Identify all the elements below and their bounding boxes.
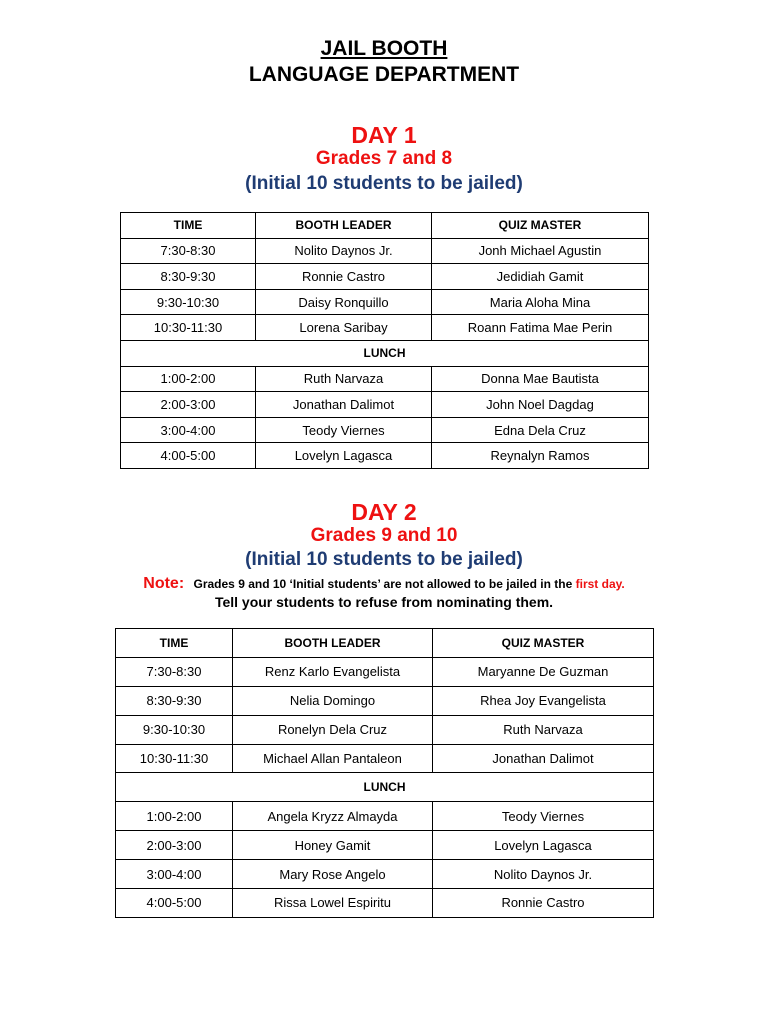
table-row [121,392,649,418]
day2-initial-note: (Initial 10 students to be jailed) [245,549,523,570]
table-row [121,315,649,341]
quiz-master-cell: Rhea Joy Evangelista [433,686,654,715]
column-header-quiz-master: QUIZ MASTER [432,213,649,239]
time-cell: 9:30-10:30 [116,715,233,744]
booth-leader-cell: Daisy Ronquillo [256,289,432,315]
time-cell: 4:00-5:00 [116,889,233,918]
quiz-master-cell: Roann Fatima Mae Perin [432,315,649,341]
table-row [116,686,654,715]
quiz-master-cell: Edna Dela Cruz [432,417,649,443]
table-row [121,417,649,443]
table-row [121,443,649,469]
booth-leader-cell: Lorena Saribay [256,315,432,341]
day1-grades: Grades 7 and 8 [315,148,453,169]
table-row [116,889,654,918]
quiz-master-cell: Nolito Daynos Jr. [433,860,654,889]
note-highlight: first day. [575,577,625,591]
table-row [116,831,654,860]
quiz-master-cell: Reynalyn Ramos [432,443,649,469]
note-text: Grades 9 and 10 ‘Initial students’ are not allowed to be jailed in the [193,577,573,591]
quiz-master-cell: Jedidiah Gamit [432,264,649,290]
time-cell: 3:00-4:00 [121,417,256,443]
table-row [121,366,649,392]
lunch-cell: LUNCH [121,340,649,366]
time-cell: 1:00-2:00 [116,802,233,831]
quiz-master-cell: Ronnie Castro [433,889,654,918]
column-header-booth-leader: BOOTH LEADER [256,213,432,239]
time-cell: 7:30-8:30 [116,657,233,686]
day1-initial-note: (Initial 10 students to be jailed) [245,173,523,194]
table-row [116,860,654,889]
time-cell: 2:00-3:00 [116,831,233,860]
time-cell: 8:30-9:30 [116,686,233,715]
day2-note [0,575,768,593]
quiz-master-cell: Donna Mae Bautista [432,366,649,392]
quiz-master-cell: Teody Viernes [433,802,654,831]
time-cell: 10:30-11:30 [121,315,256,341]
column-header-booth-leader: BOOTH LEADER [233,629,433,658]
time-cell: 10:30-11:30 [116,744,233,773]
time-cell: 3:00-4:00 [116,860,233,889]
booth-leader-cell: Mary Rose Angelo [233,860,433,889]
time-cell: 7:30-8:30 [121,238,256,264]
booth-leader-cell: Jonathan Dalimot [256,392,432,418]
day2-schedule-table [115,628,654,918]
table-row [116,744,654,773]
quiz-master-cell: Maria Aloha Mina [432,289,649,315]
department-title: LANGUAGE DEPARTMENT [248,63,520,86]
booth-leader-cell: Michael Allan Pantaleon [233,744,433,773]
column-header-quiz-master: QUIZ MASTER [433,629,654,658]
booth-leader-cell: Ruth Narvaza [256,366,432,392]
page-title: JAIL BOOTH [320,37,448,60]
booth-leader-cell: Renz Karlo Evangelista [233,657,433,686]
lunch-cell: LUNCH [116,773,654,802]
column-header-time: TIME [116,629,233,658]
table-header-row [121,213,649,239]
note-label: Note: [143,575,185,592]
quiz-master-cell: Jonh Michael Agustin [432,238,649,264]
table-row [121,289,649,315]
table-row [121,264,649,290]
time-cell: 4:00-5:00 [121,443,256,469]
table-row [116,657,654,686]
time-cell: 1:00-2:00 [121,366,256,392]
quiz-master-cell: Maryanne De Guzman [433,657,654,686]
table-row [116,802,654,831]
quiz-master-cell: Lovelyn Lagasca [433,831,654,860]
table-row [121,238,649,264]
booth-leader-cell: Nolito Daynos Jr. [256,238,432,264]
day2-grades: Grades 9 and 10 [310,525,458,546]
column-header-time: TIME [121,213,256,239]
booth-leader-cell: Ronnie Castro [256,264,432,290]
booth-leader-cell: Teody Viernes [256,417,432,443]
booth-leader-cell: Ronelyn Dela Cruz [233,715,433,744]
booth-leader-cell: Angela Kryzz Almayda [233,802,433,831]
day2-instruction: Tell your students to refuse from nominating them. [214,594,554,610]
day1-heading: DAY 1 [351,122,417,148]
booth-leader-cell: Rissa Lowel Espiritu [233,889,433,918]
quiz-master-cell: Jonathan Dalimot [433,744,654,773]
lunch-row [116,773,654,802]
booth-leader-cell: Honey Gamit [233,831,433,860]
lunch-row [121,340,649,366]
day2-heading: DAY 2 [351,499,417,525]
time-cell: 8:30-9:30 [121,264,256,290]
booth-leader-cell: Lovelyn Lagasca [256,443,432,469]
day1-schedule-table [120,212,649,469]
time-cell: 9:30-10:30 [121,289,256,315]
table-row [116,715,654,744]
time-cell: 2:00-3:00 [121,392,256,418]
quiz-master-cell: John Noel Dagdag [432,392,649,418]
table-header-row [116,629,654,658]
quiz-master-cell: Ruth Narvaza [433,715,654,744]
booth-leader-cell: Nelia Domingo [233,686,433,715]
